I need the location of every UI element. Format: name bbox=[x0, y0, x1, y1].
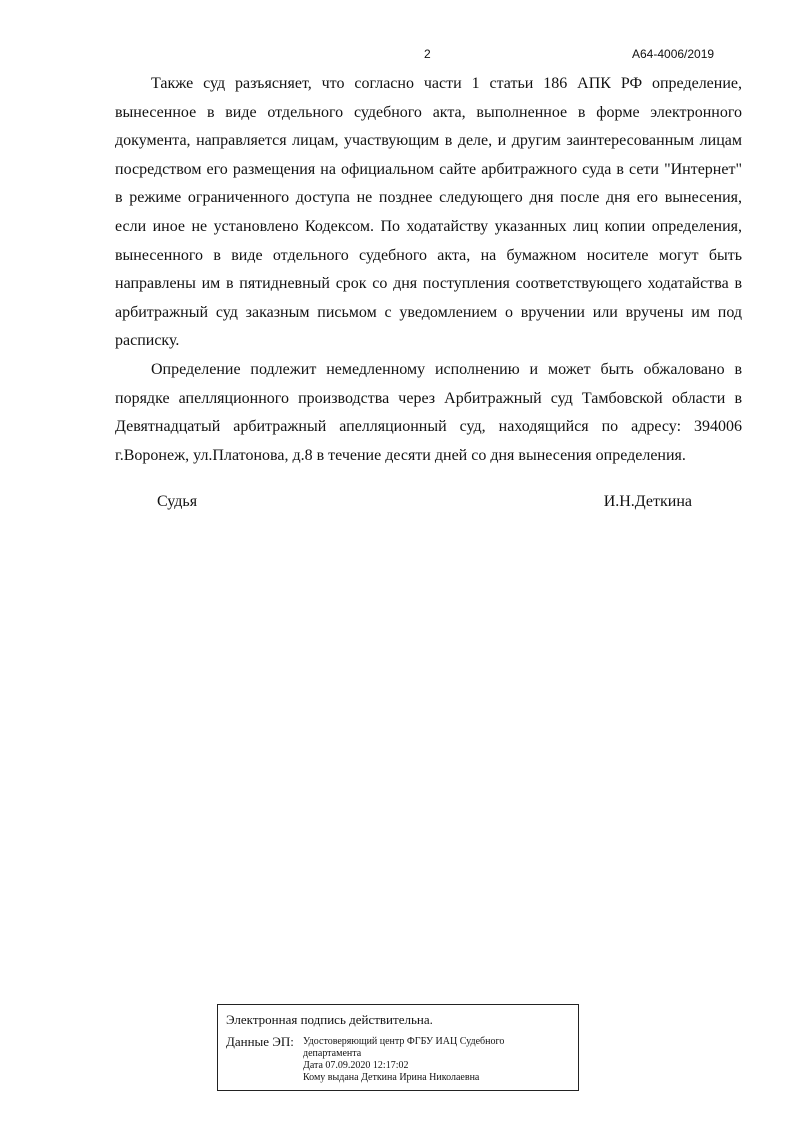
paragraph-clarification: Также суд разъясняет, что согласно части 1 статьи 186 АПК РФ определение, вынесенное в виде отдельного судебного акта, выполненное в форме электронного документа, направляется лицам, участвующим в деле, и другим заинтересованным лицам посредством его размещения на официальном сайте арбитражного суда в сети "Интернет" в режиме ограниченного доступа не позднее следующего дня после дня его вынесения, если иное не установлено Кодексом. По ходатайству указанных лиц копии определения, вынесенного в виде отдельного судебного акта, на бумажном носителе могут быть направлены им в пятидневный срок со дня поступления соответствующего ходатайства в арбитражный суд заказным письмом с уведомлением о вручении или вручены им под расписку. bbox=[115, 75, 742, 350]
esign-issuer-line1: Удостоверяющий центр ФГБУ ИАЦ Судебного bbox=[303, 1036, 505, 1047]
esign-details bbox=[303, 1036, 504, 1084]
page-number: 2 bbox=[424, 47, 431, 61]
electronic-signature-stamp bbox=[217, 1004, 579, 1091]
esign-data-row bbox=[226, 1034, 570, 1084]
esign-issuer-line2: департамента bbox=[303, 1048, 362, 1059]
judge-name: И.Н.Деткина bbox=[603, 493, 692, 510]
document-body bbox=[115, 70, 742, 470]
signature-block bbox=[115, 493, 692, 511]
esign-issued-to: Кому выдана Деткина Ирина Николаевна bbox=[303, 1072, 480, 1083]
esign-status: Электронная подпись действительна. bbox=[226, 1012, 433, 1027]
case-number: А64-4006/2019 bbox=[632, 47, 715, 61]
esign-date: Дата 07.09.2020 12:17:02 bbox=[303, 1060, 409, 1071]
esign-data-label: Данные ЭП: bbox=[226, 1034, 294, 1049]
paragraph-appeal: Определение подлежит немедленному исполнению и может быть обжаловано в порядке апелляционного производства через Арбитражный суд Тамбовской области в Девятнадцатый арбитражный апелляционный суд, находящийся по адресу: 394006 г.Воронеж, ул.Платонова, д.8 в течение десяти дней со дня вынесения определения. bbox=[115, 360, 742, 464]
judge-role: Судья bbox=[157, 493, 198, 510]
